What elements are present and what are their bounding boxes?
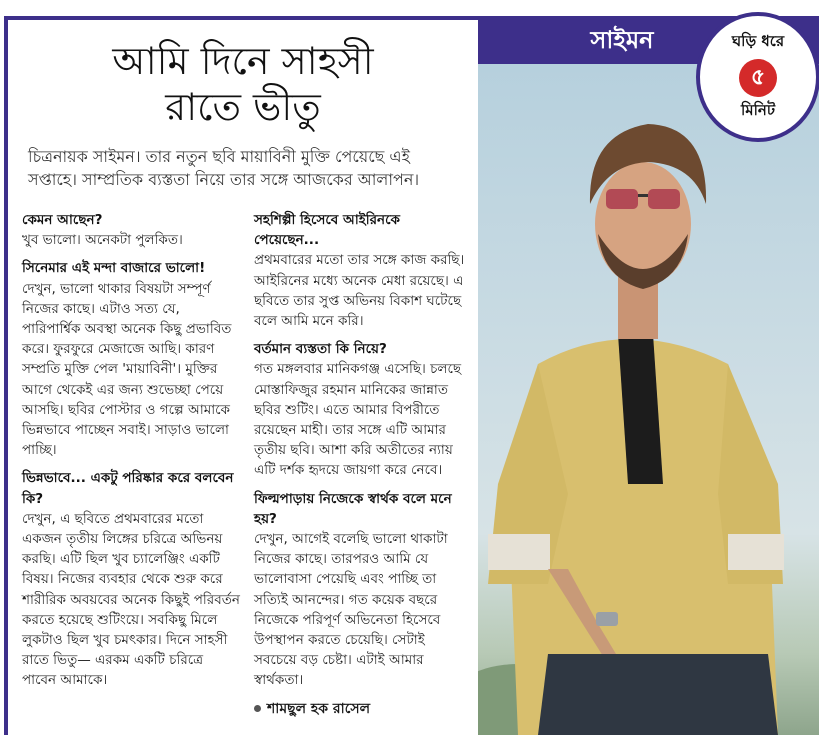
qa-section bbox=[22, 210, 240, 250]
qa-section bbox=[22, 258, 240, 460]
headline bbox=[10, 38, 476, 130]
question: ভিন্নভাবে... একটু পরিষ্কার করে বলবেন কি? bbox=[22, 470, 234, 507]
byline bbox=[254, 699, 469, 719]
qa-section bbox=[254, 489, 469, 691]
right-cuff bbox=[728, 534, 784, 570]
qa-section bbox=[254, 339, 469, 480]
headline-line-2: রাতে ভীতু bbox=[165, 85, 321, 129]
headline-line-1: আমি দিনে সাহসী bbox=[112, 39, 374, 83]
badge-number: ৫ bbox=[739, 59, 777, 97]
bullet-icon bbox=[254, 705, 261, 712]
column-left bbox=[22, 210, 240, 699]
answer: দেখুন, ভালো থাকার বিষয়টা সম্পূর্ণ নিজের কাছে। এটাও সত্য যে, পারিপার্শ্বিক অবস্থা অনেক কিছু প্রভাবিত করে। ফুরফুরে মেজাজে আছি। কারণ সম্প্রতি মুক্তি পেল 'মায়াবিনী'। মুক্তির আগে থেকেই এর জন্য শুভেচ্ছা পেয়ে আসছি। ছবির পোস্টার ও গল্পে আমাকে ভিন্নভাবে পাচ্ছেন সবাই। সাড়াও ভালো পাচ্ছি। bbox=[22, 280, 232, 459]
question: বর্তমান ব্যস্ততা কি নিয়ে? bbox=[254, 341, 387, 358]
answer: প্রথমবারের মতো তার সঙ্গে কাজ করছি। আইরিনের মধ্যে অনেক মেধা রয়েছে। এ ছবিতে তার সুপ্ত অভিনয় বিকাশ ঘটেছে বলে আমি মনে করি। bbox=[254, 252, 465, 330]
question: ফিল্মপাড়ায় নিজেকে স্বার্থক বলে মনে হয়? bbox=[254, 490, 452, 527]
badge-top-text: ঘড়ি ধরে bbox=[731, 32, 785, 50]
byline-author: শামছুল হক রাসেল bbox=[267, 700, 370, 717]
jeans bbox=[538, 654, 778, 735]
qa-section bbox=[22, 468, 240, 690]
badge-bottom-text: মিনিট bbox=[740, 101, 776, 119]
question: সিনেমার এই মন্দা বাজারে ভালো! bbox=[22, 260, 206, 277]
five-minute-badge bbox=[696, 12, 819, 142]
question: সহশিল্পী হিসেবে আইরিনকে পেয়েছেন... bbox=[254, 212, 400, 249]
question: কেমন আছেন? bbox=[22, 212, 103, 228]
portrait-illustration bbox=[478, 64, 819, 735]
answer: খুব ভালো। অনেকটা পুলকিত। bbox=[22, 232, 183, 249]
banner-name: সাইমন bbox=[590, 26, 654, 54]
column-right bbox=[254, 210, 469, 719]
sunglasses-bridge bbox=[638, 194, 648, 197]
sunglasses-right-lens bbox=[648, 189, 680, 209]
watch-icon bbox=[596, 612, 618, 626]
answer: দেখুন, এ ছবিতে প্রথমবারের মতো একজন তৃতীয় লিঙ্গের চরিত্রে অভিনয় করছি। এটি ছিল খুব চ্যালেঞ্জিং একটি বিষয়। নিজের ব্যবহার থেকে শুরু করে শারীরিক অবয়বের অনেক কিছুই পরিবর্তন করতে হয়েছে শুটিংয়ে। সবকিছু মিলে লুকটাও ছিল খুব চমৎকার। দিনে সাহসী রাতে ভিতু— এরকম একটি চরিত্রে পাবেন আমাকে। bbox=[22, 510, 240, 689]
qa-section bbox=[254, 210, 469, 331]
left-cuff bbox=[488, 534, 550, 570]
face bbox=[595, 162, 691, 286]
intro-paragraph: চিত্রনায়ক সাইমন। তার নতুন ছবি মায়াবিনী মুক্তি পেয়েছে এই সপ্তাহে। সাম্প্রতিক ব্যস্ততা নিয়ে তার সঙ্গে আজকের আলাপন। bbox=[28, 147, 420, 189]
answer: দেখুন, আগেই বলেছি ভালো থাকাটা নিজের কাছে। তারপরও আমি যে ভালোবাসা পেয়েছি এবং পাচ্ছি তা সত্যিই আনন্দের। গত কয়েক বছরে নিজেকে পরিপূর্ণ অভিনেতা হিসেবে উপস্থাপন করতে চেয়েছি। সেটাই সবচেয়ে বড় চেষ্টা। এটাই আমার স্বার্থকতা। bbox=[254, 531, 448, 689]
sunglasses-left-lens bbox=[606, 189, 638, 209]
answer: গত মঙ্গলবার মানিকগঞ্জ এসেছি। চলছে মোস্তাফিজুর রহমান মানিকের জান্নাত ছবির শুটিং। এতে আমার বিপরীতে রয়েছেন মাহী। তার সঙ্গে এটি আমার তৃতীয় ছবি। আশা করি অতীতের ন্যায় এটি দর্শক হৃদয়ে জায়গা করে নেবে। bbox=[254, 361, 462, 479]
portrait-photo bbox=[478, 64, 819, 735]
